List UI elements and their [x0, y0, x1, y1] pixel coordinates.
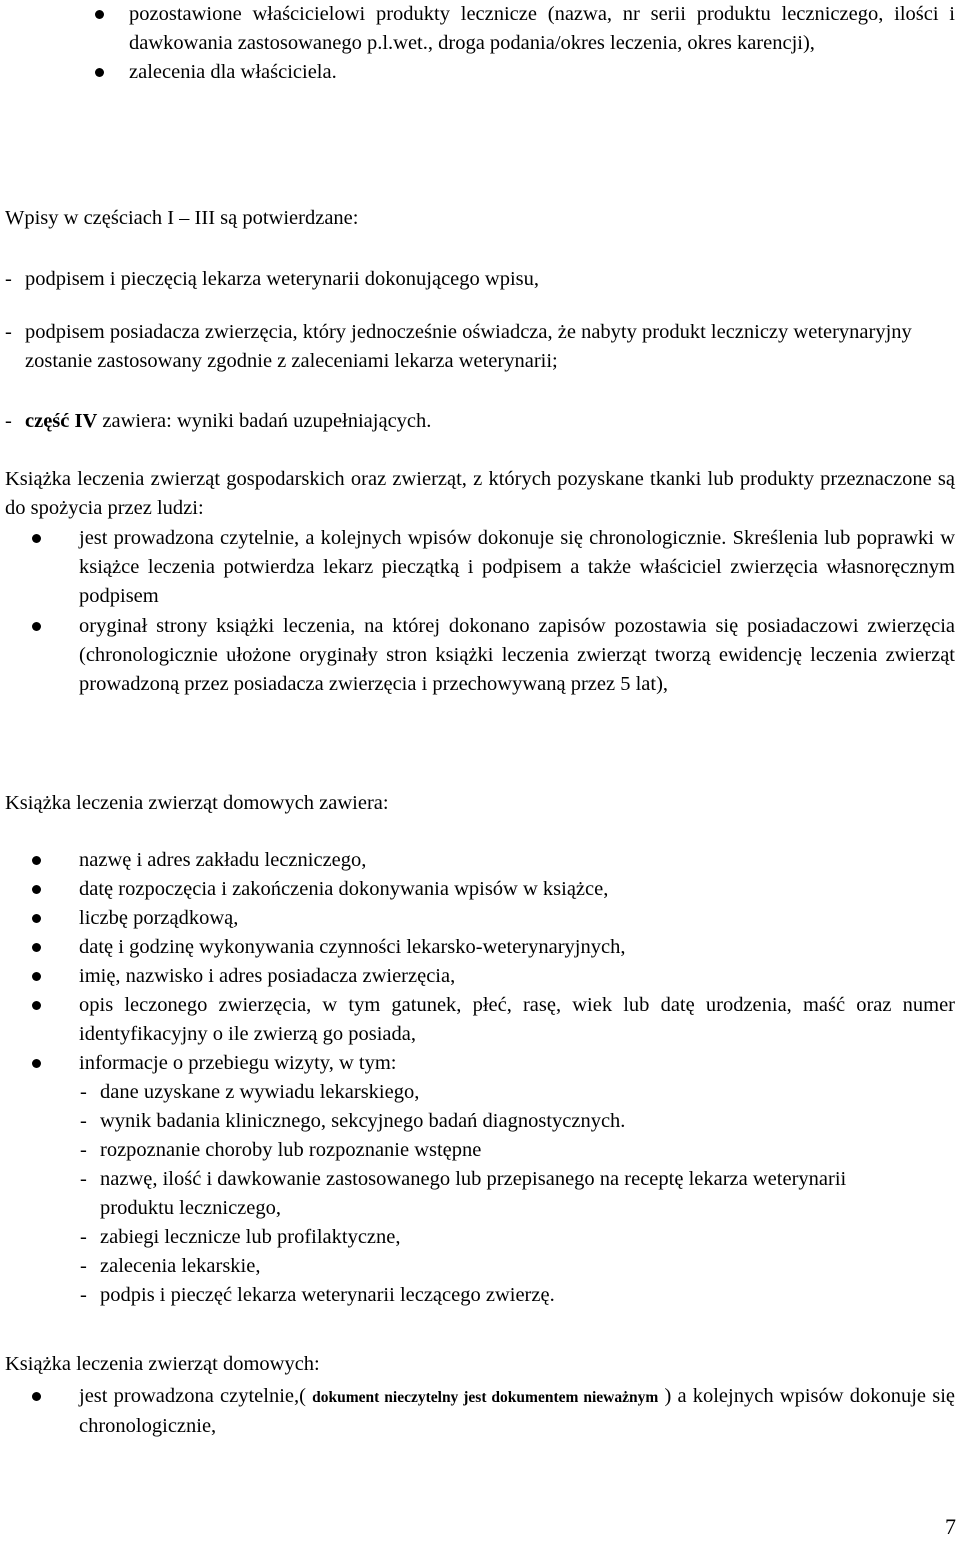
top-bullet-list: [5, 0, 955, 87]
part4-label: część IV: [25, 410, 98, 432]
gospodarskie-intro: Książka leczenia zwierząt gospodarskich oraz zwierząt, z których pozyskane tkanki lub produkty przeznaczone są do spożycia przez ludzi:: [5, 468, 955, 519]
chronology-text: ) a kolejnych wpisów dokonuje się chronologicznie,: [79, 1385, 955, 1437]
visit-item: - wynik badania klinicznego, sekcyjnego badań diagnostycznych.: [5, 1107, 955, 1136]
part4-text: zawiera: wyniki badań uzupełniających.: [97, 410, 432, 432]
gospodarskie-bullet-list: [5, 524, 955, 699]
page-number: 7: [945, 1514, 956, 1539]
list-item: [5, 1382, 955, 1441]
wpisy-item-part4: [5, 407, 955, 436]
domowe-bullet-list: [5, 846, 955, 1310]
visit-item: - podpis i pieczęć lekarza weterynarii leczącego zwierzę.: [5, 1281, 955, 1310]
domowe2-heading: Książka leczenia zwierząt domowych:: [5, 1353, 320, 1375]
wpisy-item-1: - podpisem i pieczęcią lekarza weterynarii dokonującego wpisu,: [5, 265, 955, 294]
list-item: pozostawione właścicielowi produkty lecznicze (nazwa, nr serii produktu leczniczego, ilości i dawkowania zastosowanego p.l.wet., droga podania/okres leczenia, okres karencji),: [5, 0, 955, 58]
invalid-document-note: dokument nieczytelny jest dokumentem nieważnym: [312, 1389, 659, 1406]
visit-item: - zalecenia lekarskie,: [5, 1252, 955, 1281]
list-item: nazwę i adres zakładu leczniczego,: [5, 846, 955, 875]
wpisy-item-2: - podpisem posiadacza zwierzęcia, który jednocześnie oświadcza, że nabyty produkt leczniczy weterynaryjny zostanie zastosowany zgodnie z zaleceniami lekarza weterynarii;: [5, 318, 955, 376]
list-item: jest prowadzona czytelnie, a kolejnych wpisów dokonuje się chronologicznie. Skreślenia lub poprawki w książce leczenia potwierdza lekarz pieczątką i podpisem a także właściciel zwierzęcia własnoręcznym podpisem: [5, 524, 955, 611]
list-item: datę rozpoczęcia i zakończenia dokonywania wpisów w książce,: [5, 875, 955, 904]
wpisy-heading: Wpisy w częściach I – III są potwierdzane:: [5, 207, 359, 229]
list-item: imię, nazwisko i adres posiadacza zwierzęcia,: [5, 962, 955, 991]
domowe2-bullet-list: [5, 1382, 955, 1441]
visit-items-list: [5, 1078, 955, 1310]
list-item: liczbę porządkową,: [5, 904, 955, 933]
domowe-heading: Książka leczenia zwierząt domowych zawiera:: [5, 792, 389, 814]
visit-item: - rozpoznanie choroby lub rozpoznanie wstępne: [5, 1136, 955, 1165]
list-item: informacje o przebiegu wizyty, w tym:: [5, 1049, 955, 1078]
list-item: opis leczonego zwierzęcia, w tym gatunek, płeć, rasę, wiek lub datę urodzenia, maść oraz numer identyfikacyjny o ile zwierzą go posiada,: [5, 991, 955, 1049]
list-item: datę i godzinę wykonywania czynności lekarsko-weterynaryjnych,: [5, 933, 955, 962]
visit-item: - dane uzyskane z wywiadu lekarskiego,: [5, 1078, 955, 1107]
list-item: oryginał strony książki leczenia, na której dokonano zapisów pozostawia się posiadaczowi zwierzęcia (chronologicznie ułożone oryginały stron książki leczenia zwierząt tworzą ewidencję leczenia zwierząt prowadzoną przez posiadacza zwierzęcia i przechowywaną przez 5 lat),: [5, 612, 955, 699]
visit-item: - nazwę, ilość i dawkowanie zastosowanego lub przepisanego na receptę lekarza weterynarii produktu leczniczego,: [5, 1165, 955, 1223]
list-item: zalecenia dla właściciela.: [5, 58, 955, 87]
visit-item: - zabiegi lecznicze lub profilaktyczne,: [5, 1223, 955, 1252]
readability-text: jest prowadzona czytelnie,(: [79, 1385, 313, 1407]
